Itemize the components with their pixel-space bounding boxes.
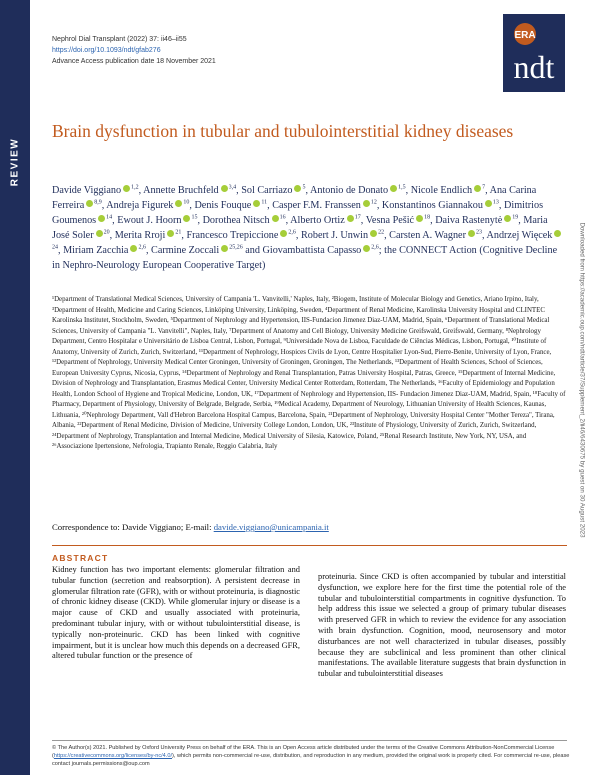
review-label: REVIEW (9, 137, 21, 187)
author-name[interactable]: Andreja Figurek (106, 200, 174, 211)
author-name[interactable]: Davide Viggiano (52, 185, 122, 196)
author-affiliation-sup: 18 (424, 214, 431, 221)
author-name[interactable]: Ana Carina Ferreira (52, 185, 537, 211)
author-name[interactable]: Maria José Soler (52, 215, 548, 241)
affiliations: ¹Department of Translational Medical Sciences, University of Campania 'L. Vanvitelli,' Naples, Italy, ²Biogem, Institute of Molecular Biology and Genetics, Ariano Irpino, Italy, ³Department of Health, Medicine and Caring Sciences, Linköping University, Linköping, Sweden, ⁴Department of Renal Medicine, Karolinska University Hospital and CLINTEC Karolinska Institutet, Stockholm, Sweden, ⁵Department of Nephrology and Hypertension, IIS-Fundacion Jimenez Diaz-UAM, Madrid, Spain, ⁶Department of Translational Medical Sciences, University of Campania "L. Vanvitelli", Naples, Italy, ⁷Department of Anatomy and Cell Biology, University Medicine Greifswald, Greifswald, Germany, ⁸Nephrology Department, Centro Hospitalar e Universitário de Lisboa Central, Lisbon, Portugal, ⁹Universidade Nova de Lisboa, Faculdade de Ciências Médicas, Lisbon, Portugal, ¹⁰Institute of Anatomy, University of Zurich, Zurich, Switzerland, ¹¹Department of Nephrology, Hospices Civils de Lyon, Centre Hospitalier Lyon-Sud, Pierre-Benite, University of Lyon, France, ¹²Department of Nephrology, University Medical Center Groningen, University of Groningen, Groningen, The Netherlands, ¹³Department of Health Sciences, School of Sciences, European University Cyprus, Nicosia, Cyprus, ¹⁴Department of Nephrology and Renal Transplantation, Patras University Hospital, Patras, Greece, ¹⁵Department of Internal Medicine, Division of Nephrology and Transplantation, Erasmus Medical Center, University Medical Center Rotterdam, Rotterdam, The Netherlands, ¹⁶Faculty of Epidemiology and Population Health, London School of Hygiene and Tropical Medicine, London, UK, ¹⁷Department of Nephrology and Hypertension, IIS- Fundacion Jimenez Diaz-UAM, Madrid, Spain, ¹⁸Faculty of Pharmacy, Department of Physiology, University of Belgrade, Belgrade, Serbia, ¹⁹Medical Academy, Department of Neurology, Lithuanian University of Health Sciences, Kaunas, Lithuania, ²⁰Nephrology Department, Vall d'Hebron Barcelona Hospital Campus, Barcelona, Spain, ²¹Department of Nephrology, University Hospital Center "Mother Tereza", Tirana, Albania, ²²Department of Renal Medicine, Division of Medicine, University College London, London, UK, ²³Institute of Physiology, University of Zurich, Zurich, Switzerland, ²⁴Department of Nephrology, Transplantation and Internal Medicine, Medical University of Silesia, Katowice, Poland, ²⁵Renal Research Institute, New York, NY, USA, and ²⁶Associazione Ipertensione, Nefrologia, Trapianto Renale, Reggio Calabria, Italy (52, 296, 566, 450)
review-side-tab (0, 0, 30, 775)
orcid-icon[interactable] (98, 215, 105, 222)
orcid-icon[interactable] (390, 185, 397, 192)
orcid-icon[interactable] (183, 215, 190, 222)
license-footer (52, 744, 572, 768)
orcid-icon[interactable] (175, 200, 182, 207)
author-affiliation-sup: 13 (492, 199, 499, 206)
author-affiliation-sup: 14 (106, 214, 113, 221)
author-name[interactable]: Robert J. Unwin (301, 230, 369, 241)
author-affiliation-sup: 22 (378, 229, 385, 236)
author-affiliation-sup: 12 (370, 199, 377, 206)
author-name[interactable]: Konstantinos Giannakou (381, 200, 483, 211)
author-affiliation-sup: 1,2 (131, 184, 139, 191)
orcid-icon[interactable] (96, 230, 103, 237)
orcid-icon[interactable] (272, 215, 279, 222)
orcid-icon[interactable] (253, 200, 260, 207)
author-name[interactable]: Sol Carriazo (241, 185, 293, 196)
author-affiliation-sup: 2,6 (371, 244, 379, 251)
author-name[interactable]: Casper F.M. Franssen (272, 200, 361, 211)
author-affiliation-sup: 16 (279, 214, 286, 221)
author-affiliation-sup: 11 (261, 199, 268, 206)
author-name[interactable]: Merita Rroji (114, 230, 166, 241)
author-name[interactable]: Antonio de Donato (310, 185, 389, 196)
author-affiliation-sup: 5 (302, 184, 306, 191)
author-name[interactable]: Andrzej Więcek (486, 230, 553, 241)
logo-ndt-text: ndt (513, 49, 555, 85)
author-affiliation-sup: 10 (183, 199, 190, 206)
author-name[interactable]: Francesco Trepiccione (186, 230, 279, 241)
orcid-icon[interactable] (485, 200, 492, 207)
license-link[interactable]: https://creativecommons.org/licenses/by-nc/4.0/ (53, 753, 173, 759)
orcid-icon[interactable] (221, 185, 228, 192)
author-name[interactable]: Carmine Zoccali (151, 245, 220, 256)
correspondence (52, 522, 567, 532)
article-title: Brain dysfunction in tubular and tubulointerstitial kidney diseases (52, 120, 514, 141)
author-affiliation-sup: 1,5 (398, 184, 406, 191)
author-name[interactable]: Nicole Endlich (410, 185, 473, 196)
abstract-column-2: proteinuria. Since CKD is often accompanied by tubular and interstitial dysfunction, we explore here for the first time the potential role of the tubular and tubulointerstitial compartments in cognitive dysfunction. To help address this issue we selected a group of primary tubular diseases with preserved GFR in which to review the evidence for any association with brain dysfunction. Cognition, mood, neurosensory and motor disturbances are not well characterized in tubular diseases, possibly because they are subclinical and less prominent than other clinical manifestations. The available literature suggests that brain dysfunction in tubular and tubulointerstitial diseases (318, 572, 566, 679)
abstract-column-1: Kidney function has two important elements: glomerular filtration and tubular function (secretion and reabsorption). A persistent decrease in glomerular filtration rate (GFR), with or without proteinuria, is diagnostic of chronic kidney disease (CKD). While glomerular injury or disease is a major cause of CKD and usually associated with proteinuria, predominant tubular injury, with or without tubulointerstitial disease, is typically non-proteinuric. CKD has been linked with cognitive impairment, but it is unclear how much this depends on a decreased GFR, altered tubular function or the presence of (52, 565, 300, 661)
author-name[interactable]: Daiva Rastenytė (435, 215, 503, 226)
download-side-note: Downloaded from https://academic.oup.com/ndt/article/37/Supplement_2/ii46/6430675 by guest on 30 August 2023 (578, 222, 586, 538)
orcid-icon[interactable] (86, 200, 93, 207)
orcid-icon[interactable] (130, 245, 137, 252)
orcid-icon[interactable] (167, 230, 174, 237)
journal-meta (52, 34, 216, 67)
author-affiliation-sup: 25,26 (229, 244, 243, 251)
author-affiliation-sup: 3,4 (228, 184, 237, 191)
author-name[interactable]: Carsten A. Wagner (389, 230, 466, 241)
author-affiliation-sup: 2,6 (138, 244, 146, 251)
author-affiliation-sup: 17 (354, 214, 361, 221)
correspondence-label: Correspondence to: Davide Viggiano; E-mail: (52, 522, 212, 532)
author-name[interactable]: Dorothea Nitsch (202, 215, 270, 226)
orcid-icon[interactable] (221, 245, 228, 252)
author-name[interactable]: Vesna Pešić (365, 215, 415, 226)
doi-link[interactable]: https://doi.org/10.1093/ndt/gfab276 (52, 47, 161, 54)
author-affiliation-sup: 23 (475, 229, 482, 236)
orcid-icon[interactable] (370, 230, 377, 237)
orcid-icon[interactable] (474, 185, 481, 192)
author-affiliation-sup: 7 (482, 184, 486, 191)
orcid-icon[interactable] (294, 185, 301, 192)
author-name[interactable]: Miriam Zacchia (63, 245, 129, 256)
consortium: ; the CONNECT Action (Cognitive Decline in Nephro-Neurology European Cooperative Target) (52, 245, 558, 271)
author-name[interactable]: Alberto Ortiz (290, 215, 345, 226)
author-affiliation-sup: 20 (103, 229, 110, 236)
orcid-icon[interactable] (123, 185, 130, 192)
logo-era-text: ERA (514, 30, 536, 41)
orcid-icon[interactable] (416, 215, 423, 222)
abstract-divider (52, 545, 567, 546)
orcid-icon[interactable] (347, 215, 354, 222)
orcid-icon[interactable] (554, 230, 561, 237)
author-list: Davide Viggiano $^{1,2}$, Annette Bruchfeld $^{3,4}$, Sol Carriazo $^5$, Antonio de Donato $^{1,5}$, Nicole Endlich $^7$, Ana Carina Ferreira $^{8,9}$, Andreja Figurek $^{10}$, Denis Fouque $^{11}$, Casper F.M. Franssen $^{12}$, Konstantinos Giannakou $^{13}$, Dimitrios Goumenos $^{14}$, Ewout J. Hoorn $^{15}$, Dorothea Nitsch $^{16}$, Alberto Ortiz $^{17}$, Vesna Pešić $^{18}$, Daiva Rastenytė $^{19}$, Maria José Soler $^{20}$, Merita Rroji $^{21}$, Francesco Trepiccione $^{2,6}$, Robert J. Unwin $^{22}$, Carsten A. Wagner $^{23}$, Andrzej Więcek$^{24}$, Miriam Zacchia $^{2,6}$, Carmine Zoccali $^{25,26}$ and Giovambattista Capasso $^{2,6}$; the CONNECT Action (Cognitive Decline in Nephro-Neurology European Cooperative Target) (52, 183, 564, 273)
author-name[interactable]: Giovambattista Capasso (262, 245, 362, 256)
orcid-icon[interactable] (280, 230, 287, 237)
orcid-icon[interactable] (504, 215, 511, 222)
author-name[interactable]: Dimitrios Goumenos (52, 200, 544, 226)
author-name[interactable]: Ewout J. Hoorn (117, 215, 182, 226)
author-affiliation-sup: 15 (191, 214, 198, 221)
author-affiliation-sup: 21 (175, 229, 182, 236)
footer-divider (52, 740, 567, 741)
email-link[interactable]: davide.viggiano@unicampania.it (213, 522, 329, 532)
author-name[interactable]: Denis Fouque (194, 200, 252, 211)
author-affiliation-sup: 24 (52, 244, 58, 251)
orcid-icon[interactable] (363, 200, 370, 207)
advance-access-date: Advance Access publication date 18 November 2021 (52, 58, 216, 65)
author-name[interactable]: Annette Bruchfeld (143, 185, 219, 196)
author-and: and (242, 245, 263, 256)
orcid-icon[interactable] (468, 230, 475, 237)
orcid-icon[interactable] (363, 245, 370, 252)
journal-citation: Nephrol Dial Transplant (2022) 37: ii46–ii55 (52, 36, 187, 43)
author-affiliation-sup: 2,6 (288, 229, 296, 236)
author-affiliation-sup: 19 (512, 214, 519, 221)
footer-text-2: ), which permits non-commercial re-use, distribution, and reproduction in any medium, provided the original work is properly cited. For commercial re-use, please contact journals.permissions@oup.com (52, 753, 570, 767)
footer-text-1: © The Author(s) 2021. Published by Oxford University Press on behalf of the ERA. This is an Open Access article distributed under the terms of the Creative Commons Attribution-NonCommercial License ( (52, 745, 555, 759)
journal-logo (503, 14, 565, 92)
abstract-heading: ABSTRACT (52, 553, 109, 563)
author-affiliation-sup: 8,9 (94, 199, 102, 206)
